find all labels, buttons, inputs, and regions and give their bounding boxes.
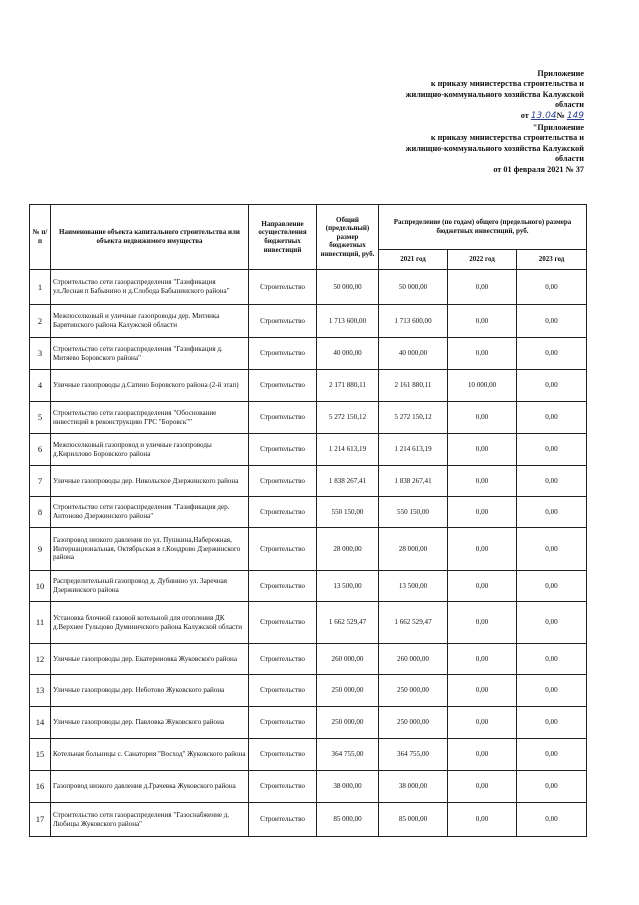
table-row: [30, 402, 587, 434]
object-name-cell: Установка блочной газовой котельной для отопления ДК д.Верхнее Гульцово Думиничского района Калужской области: [51, 602, 249, 644]
original-order-date: от 01 февраля 2021 № 37: [493, 164, 584, 174]
column-header-distribution: Распределение (по годам) общего (предельного) размера бюджетных инвестиций, руб.: [379, 205, 587, 250]
column-header-direction: Направление осуществления бюджетных инвестиций: [249, 205, 317, 270]
row-number-cell: 12: [30, 644, 51, 675]
amount-2022-cell: 0,00: [448, 602, 517, 644]
direction-cell: Строительство: [249, 571, 317, 602]
direction-cell: Строительство: [249, 338, 317, 370]
table-row: [30, 644, 587, 675]
table-body: [30, 270, 587, 837]
amount-2023-cell: 0,00: [517, 739, 587, 771]
total-amount-cell: 1 713 600,00: [317, 305, 379, 338]
table-row: [30, 739, 587, 771]
amount-2022-cell: 0,00: [448, 739, 517, 771]
table-row: [30, 707, 587, 739]
amount-2022-cell: 0,00: [448, 528, 517, 571]
amount-2021-cell: 28 000,00: [379, 528, 448, 571]
amount-2022-cell: 0,00: [448, 771, 517, 803]
direction-cell: Строительство: [249, 305, 317, 338]
total-amount-cell: 5 272 150,12: [317, 402, 379, 434]
object-name-cell: Строительство сети газораспределения "Газификация ул.Лесная п Бабынино и д.Слобода Бабынинского района": [51, 270, 249, 305]
number-sign: №: [556, 110, 565, 120]
amount-2023-cell: 0,00: [517, 771, 587, 803]
amount-2021-cell: 1 838 267,41: [379, 466, 448, 497]
row-number-cell: 3: [30, 338, 51, 370]
direction-cell: Строительство: [249, 803, 317, 837]
object-name-cell: Уличные газопроводы дер. Екатериновка Жуковского района: [51, 644, 249, 675]
amount-2021-cell: 250 000,00: [379, 675, 448, 707]
amount-2023-cell: 0,00: [517, 571, 587, 602]
table-row: [30, 497, 587, 528]
object-name-cell: Строительство сети газораспределения "Газификация дер. Антоново Дзержинского района": [51, 497, 249, 528]
direction-cell: Строительство: [249, 434, 317, 466]
object-name-cell: Котельная больницы с. Санатория "Восход" Жуковского района: [51, 739, 249, 771]
amount-2022-cell: 0,00: [448, 434, 517, 466]
amount-2022-cell: 0,00: [448, 466, 517, 497]
amount-2022-cell: 0,00: [448, 707, 517, 739]
table-row: [30, 528, 587, 571]
amount-2021-cell: 1 214 613,19: [379, 434, 448, 466]
total-amount-cell: 2 171 880,11: [317, 370, 379, 402]
row-number-cell: 14: [30, 707, 51, 739]
object-name-cell: Газопровод низкого давления д.Грачевка Жуковского района: [51, 771, 249, 803]
row-number-cell: 9: [30, 528, 51, 571]
object-name-cell: Строительство сети газораспределения "Газификация д. Митяево Боровского района": [51, 338, 249, 370]
total-amount-cell: 38 000,00: [317, 771, 379, 803]
amount-2023-cell: 0,00: [517, 803, 587, 837]
row-number-cell: 1: [30, 270, 51, 305]
object-name-cell: Газопровод низкого давления по ул. Пушкина,Набережная, Интернациональная, Октябрьская в г.Кондрово Дзержинского района: [51, 528, 249, 571]
order-prefix: от: [520, 110, 529, 120]
amount-2023-cell: 0,00: [517, 370, 587, 402]
object-name-cell: Уличные газопроводы д.Сатино Боровского района (2-й этап): [51, 370, 249, 402]
total-amount-cell: 260 000,00: [317, 644, 379, 675]
object-name-cell: Распределительный газопровод д. Дубинино ул. Заречная Дзержинского района: [51, 571, 249, 602]
order-ref-line: к приказу министерства строительства и: [430, 79, 584, 89]
amount-2022-cell: 0,00: [448, 338, 517, 370]
order-ref-line: области: [554, 100, 584, 110]
amount-2022-cell: 0,00: [448, 497, 517, 528]
direction-cell: Строительство: [249, 370, 317, 402]
total-amount-cell: 13 500,00: [317, 571, 379, 602]
appendix-title-quoted: "Приложение: [532, 123, 584, 133]
direction-cell: Строительство: [249, 602, 317, 644]
direction-cell: Строительство: [249, 771, 317, 803]
row-number-cell: 6: [30, 434, 51, 466]
amount-2023-cell: 0,00: [517, 434, 587, 466]
row-number-cell: 15: [30, 739, 51, 771]
object-name-cell: Уличные газопроводы дер. Павловка Жуковского района: [51, 707, 249, 739]
appendix-title: Приложение: [537, 69, 584, 78]
amount-2023-cell: 0,00: [517, 675, 587, 707]
direction-cell: Строительство: [249, 528, 317, 571]
investment-table: [29, 204, 587, 837]
table-row: [30, 466, 587, 497]
column-header-total: Общий (предельный) размер бюджетных инвестиций, руб.: [317, 205, 379, 270]
total-amount-cell: 550 150,00: [317, 497, 379, 528]
row-number-cell: 7: [30, 466, 51, 497]
amount-2023-cell: 0,00: [517, 338, 587, 370]
table-row: [30, 370, 587, 402]
amount-2022-cell: 0,00: [448, 305, 517, 338]
direction-cell: Строительство: [249, 402, 317, 434]
row-number-cell: 11: [30, 602, 51, 644]
amount-2023-cell: 0,00: [517, 707, 587, 739]
row-number-cell: 17: [30, 803, 51, 837]
total-amount-cell: 1 662 529,47: [317, 602, 379, 644]
table-row: [30, 305, 587, 338]
amount-2022-cell: 0,00: [448, 803, 517, 837]
amount-2022-cell: 0,00: [448, 571, 517, 602]
amount-2021-cell: 40 000,00: [379, 338, 448, 370]
amount-2022-cell: 0,00: [448, 402, 517, 434]
direction-cell: Строительство: [249, 466, 317, 497]
table-row: [30, 675, 587, 707]
object-name-cell: Строительство сети газораспределения "Газоснабжение д. Любицы Жуковского района": [51, 803, 249, 837]
amount-2021-cell: 364 755,00: [379, 739, 448, 771]
amount-2021-cell: 5 272 150,12: [379, 402, 448, 434]
table-row: [30, 270, 587, 305]
amount-2023-cell: 0,00: [517, 528, 587, 571]
table-row: [30, 771, 587, 803]
column-header-2022: 2022 год: [448, 250, 517, 270]
object-name-cell: Межпоселковый газопровод и уличные газопроводы д.Кириллово Боровского района: [51, 434, 249, 466]
amount-2022-cell: 0,00: [448, 270, 517, 305]
column-header-2023: 2023 год: [517, 250, 587, 270]
total-amount-cell: 40 000,00: [317, 338, 379, 370]
amount-2022-cell: 0,00: [448, 644, 517, 675]
amount-2021-cell: 250 000,00: [379, 707, 448, 739]
row-number-cell: 8: [30, 497, 51, 528]
table-row: [30, 338, 587, 370]
amount-2021-cell: 85 000,00: [379, 803, 448, 837]
table-row: [30, 571, 587, 602]
amount-2021-cell: 50 000,00: [379, 270, 448, 305]
row-number-cell: 16: [30, 771, 51, 803]
order-date-line: [324, 111, 584, 121]
direction-cell: Строительство: [249, 270, 317, 305]
object-name-cell: Межпоселковый и уличные газопроводы дер. Митинка Барятинского района Калужской области: [51, 305, 249, 338]
table-row: [30, 434, 587, 466]
direction-cell: Строительство: [249, 497, 317, 528]
order-ref-line: области: [554, 154, 584, 164]
amount-2021-cell: 1 713 600,00: [379, 305, 448, 338]
object-name-cell: Уличные газопроводы дер. Неботово Жуковского района: [51, 675, 249, 707]
amount-2023-cell: 0,00: [517, 644, 587, 675]
order-ref-line: к приказу министерства строительства и: [430, 133, 584, 143]
handwritten-date: 13.04: [530, 110, 557, 121]
amount-2022-cell: 0,00: [448, 675, 517, 707]
amount-2021-cell: 260 000,00: [379, 644, 448, 675]
direction-cell: Строительство: [249, 739, 317, 771]
object-name-cell: Строительство сети газораспределения "Обоснование инвестиций в реконструкцию ГРС "Боровск"": [51, 402, 249, 434]
total-amount-cell: 1 838 267,41: [317, 466, 379, 497]
column-header-number: № п/п: [30, 205, 51, 270]
direction-cell: Строительство: [249, 644, 317, 675]
amount-2023-cell: 0,00: [517, 497, 587, 528]
amount-2023-cell: 0,00: [517, 402, 587, 434]
column-header-2021: 2021 год: [379, 250, 448, 270]
amount-2021-cell: 38 000,00: [379, 771, 448, 803]
amount-2023-cell: 0,00: [517, 270, 587, 305]
amount-2022-cell: 10 000,00: [448, 370, 517, 402]
table-row: [30, 602, 587, 644]
total-amount-cell: 250 000,00: [317, 675, 379, 707]
row-number-cell: 4: [30, 370, 51, 402]
amount-2023-cell: 0,00: [517, 305, 587, 338]
amount-2023-cell: 0,00: [517, 466, 587, 497]
object-name-cell: Уличные газопроводы дер. Никольское Дзержинского района: [51, 466, 249, 497]
handwritten-number: 149: [566, 110, 584, 121]
amount-2021-cell: 13 500,00: [379, 571, 448, 602]
table-row: [30, 803, 587, 837]
direction-cell: Строительство: [249, 675, 317, 707]
order-ref-line: жилищно-коммунального хозяйства Калужской: [405, 89, 584, 99]
amount-2021-cell: 2 161 880,11: [379, 370, 448, 402]
total-amount-cell: 50 000,00: [317, 270, 379, 305]
row-number-cell: 2: [30, 305, 51, 338]
amount-2021-cell: 550 150,00: [379, 497, 448, 528]
amount-2021-cell: 1 662 529,47: [379, 602, 448, 644]
total-amount-cell: 85 000,00: [317, 803, 379, 837]
total-amount-cell: 364 755,00: [317, 739, 379, 771]
amount-2023-cell: 0,00: [517, 602, 587, 644]
row-number-cell: 13: [30, 675, 51, 707]
row-number-cell: 5: [30, 402, 51, 434]
column-header-name: Наименование объекта капитального строительства или объекта недвижимого имущества: [51, 205, 249, 270]
document-header: [324, 69, 584, 175]
row-number-cell: 10: [30, 571, 51, 602]
total-amount-cell: 1 214 613,19: [317, 434, 379, 466]
direction-cell: Строительство: [249, 707, 317, 739]
order-ref-line: жилищно-коммунального хозяйства Калужской: [405, 143, 584, 153]
total-amount-cell: 28 000,00: [317, 528, 379, 571]
total-amount-cell: 250 000,00: [317, 707, 379, 739]
